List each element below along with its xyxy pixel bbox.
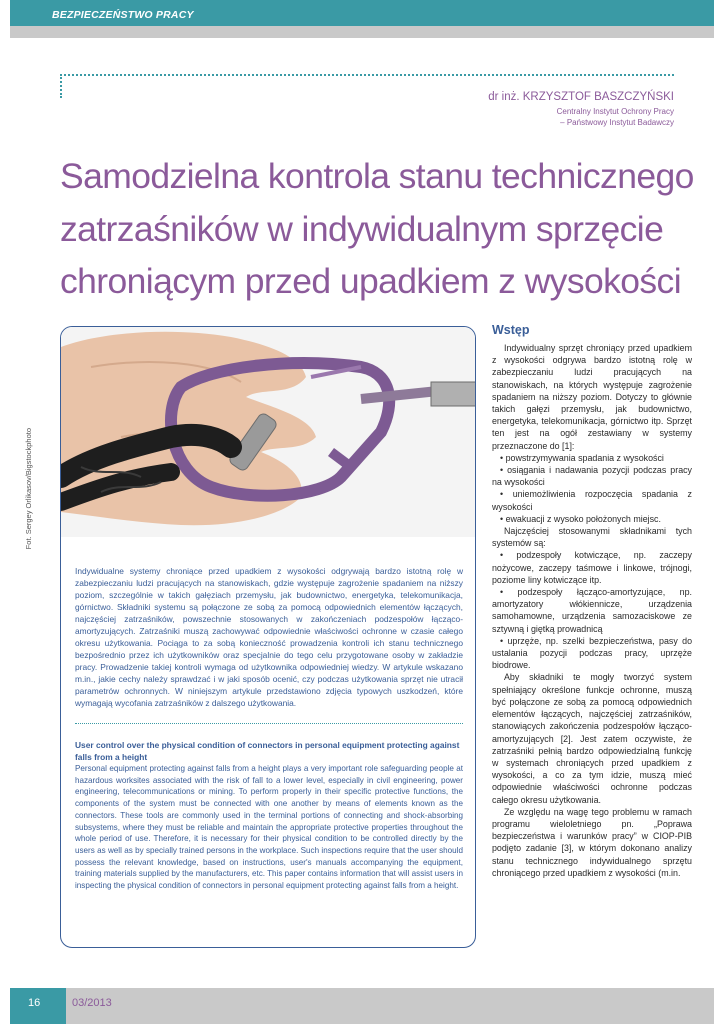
author-name: dr inż. KRZYSZTOF BASZCZYŃSKI	[488, 91, 674, 103]
abstract-divider	[75, 723, 463, 724]
intro-paragraph: Aby składniki te mogły tworzyć system spełniający określone funkcje ochronne, muszą być połączone ze sobą za pomocą odpowiednich elementów łączących, najczęściej zatrzaśników, stanowiących zakończenia podzespołów łącząco-amortyzujących [2]. Jest zatem oczywiste, że zatrzaśniki pełnią bardzo odpowiedzialną funkcję w systemach chroniących przed upadkiem z wysokości, a co za tym idzie, muszą mieć odpowiednie właściwości ochronne podczas całego okresu użytkowania.	[492, 672, 692, 805]
affiliation-line: – Państwowy Instytut Badawczy	[560, 117, 674, 127]
list-item: • powstrzymywania spadania z wysokości	[500, 452, 664, 463]
list-item: • uprzęże, np. szelki bezpieczeństwa, pasy do ustalania pozycji podczas pracy, uprzęże biodrowe.	[492, 635, 692, 671]
photo-credit: Fot. Sergey Orlikasov/Bigstockphoto	[24, 428, 33, 550]
list-item: • ewakuacji z wysoko położonych miejsc.	[500, 513, 661, 524]
intro-body	[492, 342, 692, 879]
intro-paragraph: Ze względu na wagę tego problemu w ramach programu wieloletniego pn. „Poprawa bezpieczeństwa i warunków pracy” w CIOP-PIB podjęto zadanie [3], w którym dokonano analizy stanu technicznego indywidualnego sprzętu chroniącego przed upadkiem z wysokości (m.in.	[492, 806, 692, 878]
list-item: • podzespoły łącząco-amortyzujące, np. amortyzatory włókiennicze, urządzenia samohamowne, urządzenia samozaciskowe ze sztywną i giętką prowadnicą	[492, 587, 692, 634]
article-title: Samodzielna kontrola stanu technicznego zatrzaśników w indywidualnym sprzęcie chroniącym przed upadkiem z wysokości	[60, 156, 694, 301]
list-item: • podzespoły kotwiczące, np. zaczepy nożycowe, zaczepy taśmowe i linkowe, trójnogi, poziome liny kotwiczące itp.	[492, 550, 692, 585]
abstract-polish: Indywidualne systemy chroniące przed upadkiem z wysokości odgrywają bardzo istotną rolę w zabezpieczaniu ludzi pracujących na stanowiskach, gdzie występuje zagrożenie spadaniem na niższy poziom, szczególnie w takich gałęziach przemysłu, jak budownictwo, energetyka, telekomunikacja, górnictwo. Składniki systemu są połączone ze sobą za pomocą odpowiednich elementów łączących, najczęściej zatrzaśników, powszechnie stosowanych w zakończeniach podzespołów łącząco-amortyzujących. Zatrzaśniki muszą zachowywać odpowiednie właściwości ochronne w czasie całego okresu użytkowania. Pociąga to za sobą konieczność prowadzenia kontroli ich stanu technicznego bezpośrednio przez ich użytkowników oraz specjalnie do tego celu przygotowane osoby w zakładzie pracy. Prowadzenie takiej kontroli wymaga od użytkownika odpowiedniej wiedzy. W artykule wskazano m.in., jakie cechy należy sprawdzać i w jaki sposób ocenić, czy podczas użytkowania sprzęt nie utracił parametrów ochronnych. W niniejszym artykule przedstawiono zdjęcia typowych uszkodzeń, które wymagają wycofania zatrzaśników z dalszego użytkowania.	[75, 566, 463, 708]
carabiner-photo	[61, 327, 476, 537]
author-affiliation	[488, 107, 674, 128]
footer-band	[10, 988, 714, 1024]
intro-paragraph: Indywidualny sprzęt chroniący przed upadkiem z wysokości odgrywa bardzo istotną rolę w zabezpieczaniu ludzi pracujących na stanowiskach, na których występuje zagrożenie spadaniem na niższy poziom. Dotyczy to głównie takich gałęzi przemysłu, jak budownictwo, energetyka, telekomunikacja, górnictwo itp. Sprzęt ten jest na ogół zestawiany w systemy przeznaczone do [1]:	[492, 343, 692, 451]
abstract-english-title: User control over the physical condition of connectors in personal equipment protecting against falls from a height	[75, 740, 460, 762]
abstract-card	[60, 326, 476, 948]
affiliation-line: Centralny Instytut Ochrony Pracy	[556, 107, 674, 116]
section-label: BEZPIECZEŃSTWO PRACY	[52, 9, 194, 21]
intro-paragraph: Najczęściej stosowanymi składnikami tych systemów są:	[492, 526, 692, 549]
dotted-rule	[60, 74, 674, 76]
author-block	[488, 90, 674, 128]
carabiner-illustration	[61, 327, 476, 537]
list-item: • uniemożliwienia rozpoczęcia spadania z wysokości	[492, 489, 692, 512]
dotted-rule-vertical	[60, 74, 62, 98]
list-item: • osiągania i nadawania pozycji podczas pracy na wysokości	[492, 465, 692, 488]
abstract-english: Personal equipment protecting against falls from a height plays a very important role safeguarding people at hazardous worksites associated with the risk of fall to a lower level, especially in civil engineering, power engineering, telecommunications or mining. To perform properly in their specific protective functions, the components of the system must be connected with one another by means of elements known as the connectors. These tools are commonly used in the terminal portions of connecting and shock-absorbing subsystems, where they must be reliable and maintain the appropriate protective properties throughout the whole period of use. Therefore, it is necessary for their physical condition to be controlled directly by the users as well as by specially trained persons in the workplace. Such inspections require that the user should possess the relevant knowledge, based on instructions, user's manuals accompanying the equipment, training materials supplied by the manufacturers, etc. This paper contains information that will assist users in inspecting the physical condition of connectors in personal equipment protecting against falls from a height.	[75, 764, 463, 891]
page-number: 16	[10, 988, 66, 1024]
introduction-column	[492, 322, 692, 879]
intro-heading: Wstęp	[492, 323, 530, 337]
issue-label: 03/2013	[72, 997, 112, 1009]
